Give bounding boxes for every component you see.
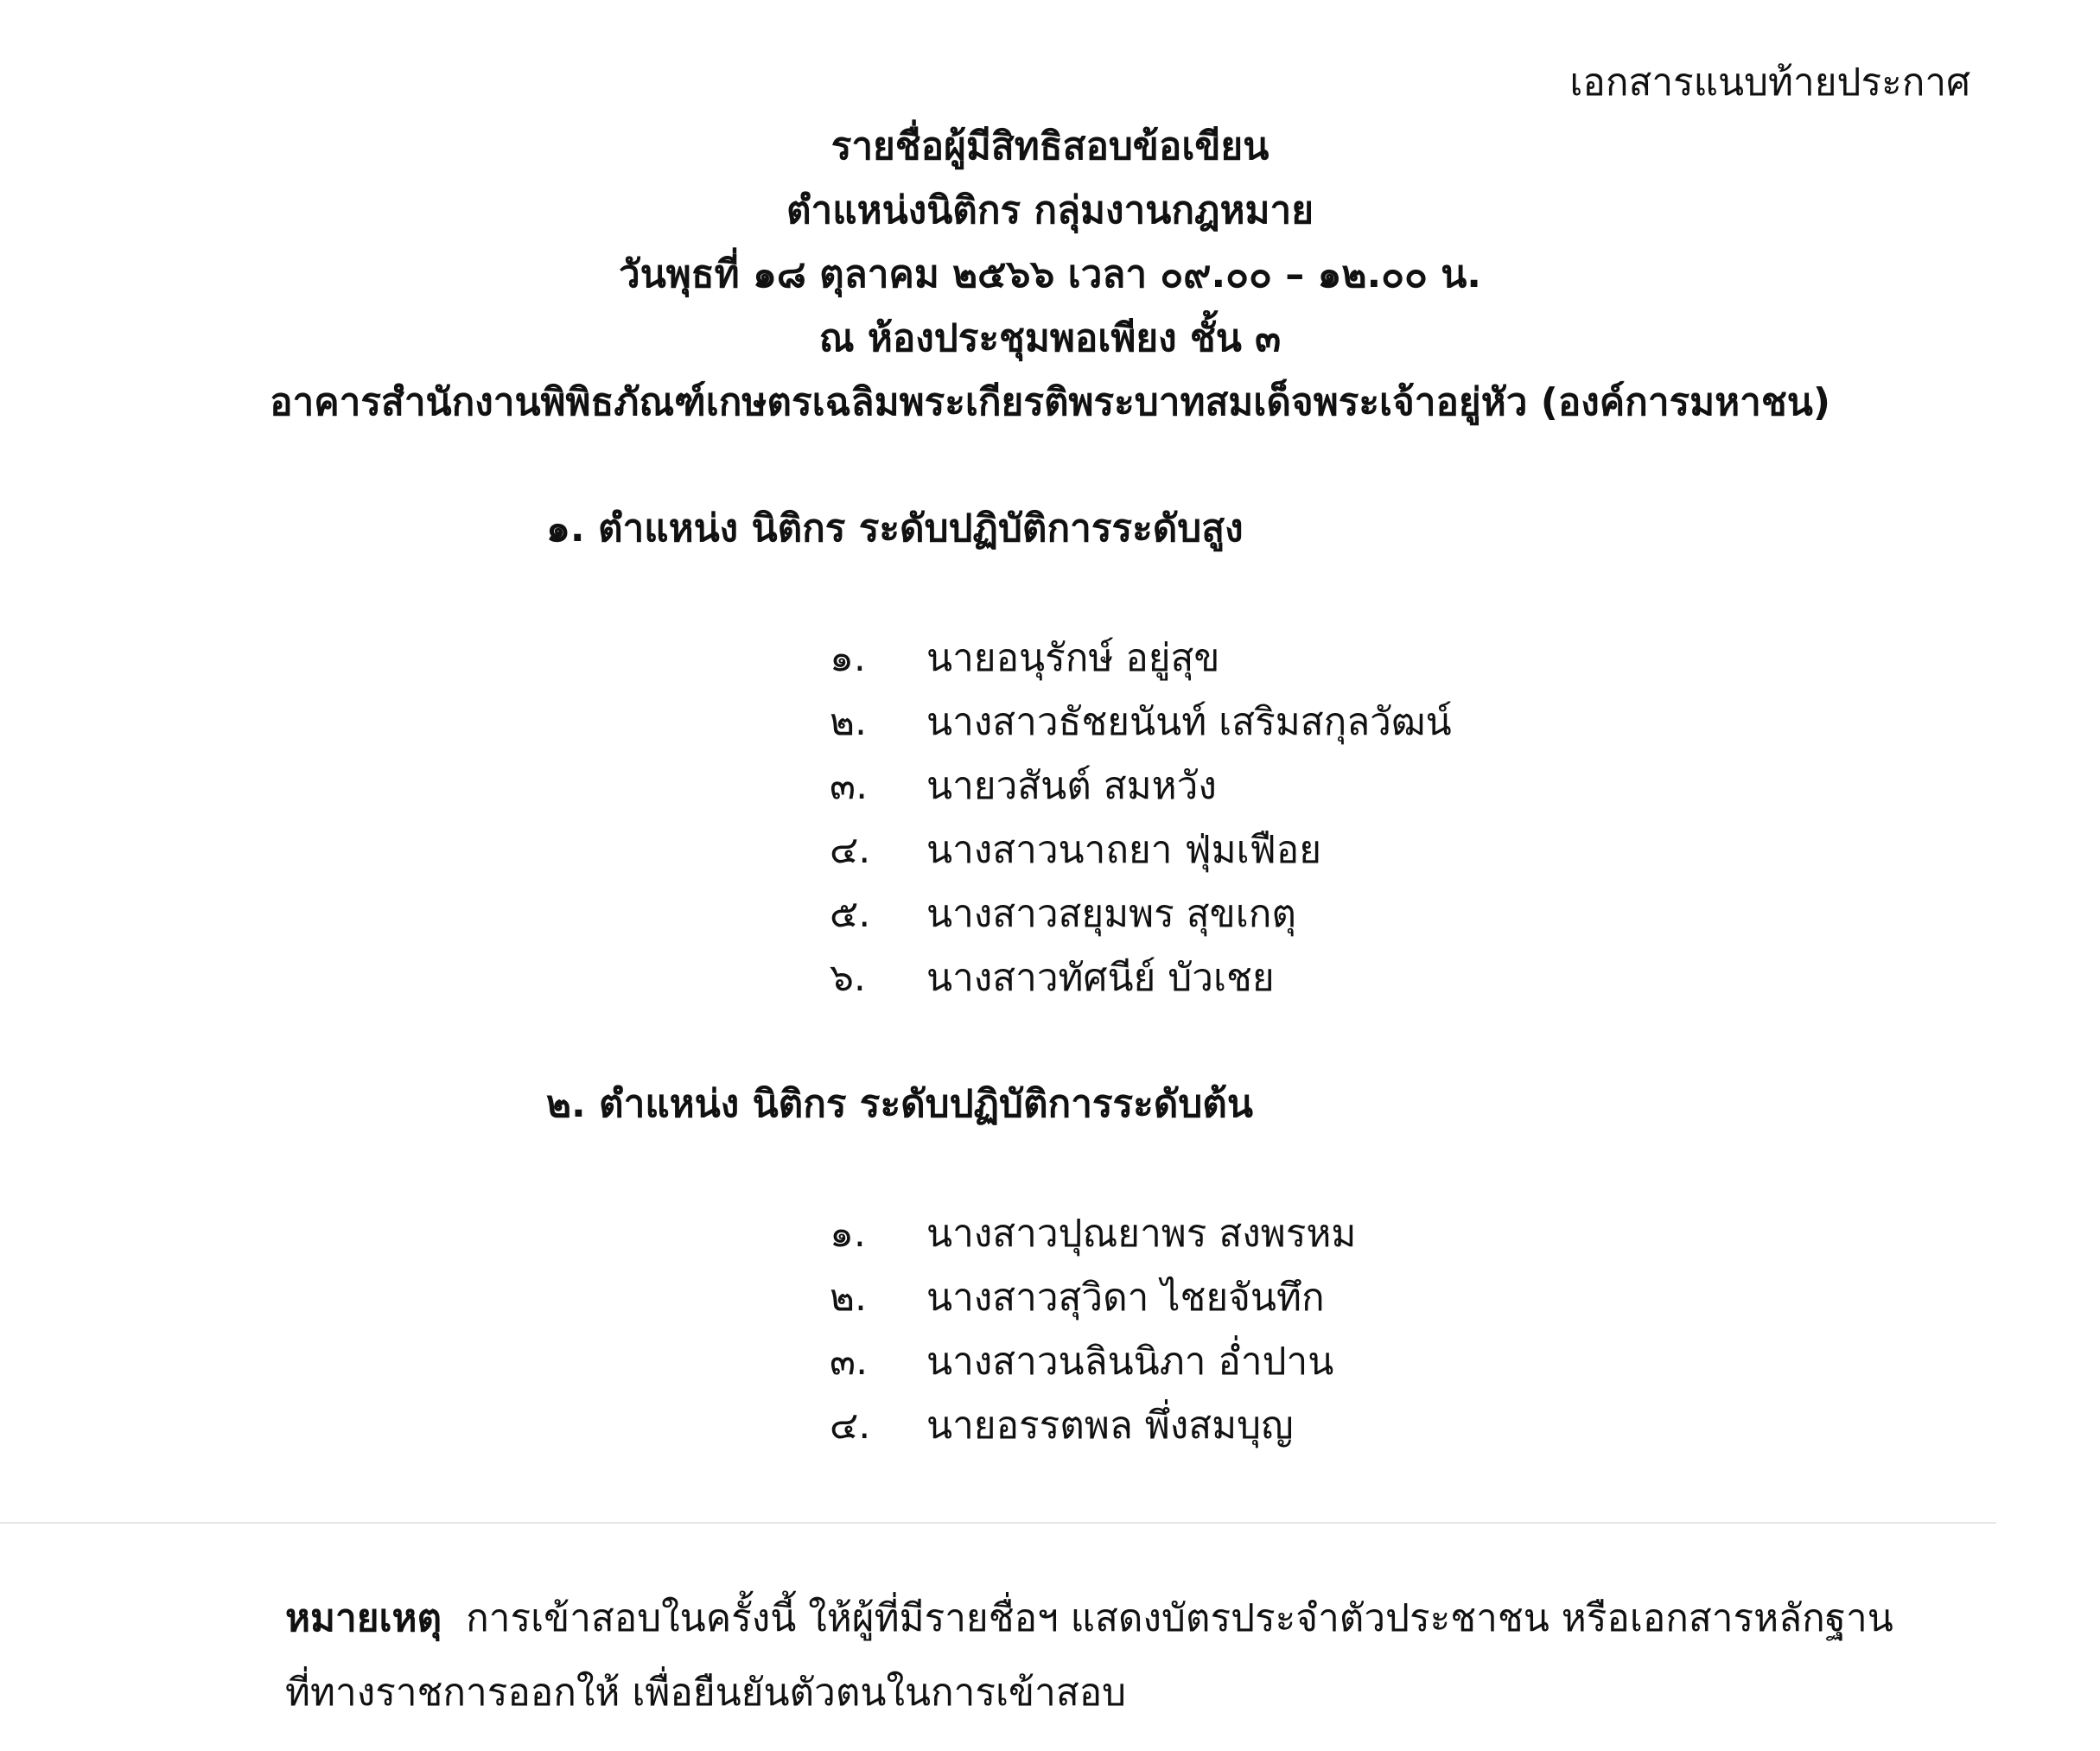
exam-date-time-line: วันพุธที่ ๑๘ ตุลาคม ๒๕๖๖ เวลา ๐๙.๐๐ – ๑๒.๐๐ น. <box>619 252 1481 296</box>
candidate-number: ๒. <box>830 700 867 744</box>
candidate-name: นายอรรตพล พึ่งสมบุญ <box>926 1404 1294 1448</box>
candidate-name: นางสาวทัศนีย์ บัวเชย <box>926 956 1275 1000</box>
remark-note <box>285 1582 1927 1730</box>
candidate-number: ๑. <box>830 1212 866 1256</box>
candidate-number: ๓. <box>830 1340 869 1384</box>
candidate-number: ๔. <box>830 828 871 872</box>
candidate-name: นายอนุรักษ์ อยู่สุข <box>926 636 1220 680</box>
candidate-number: ๕. <box>830 892 871 936</box>
exam-building-line: อาคารสำนักงานพิพิธภัณฑ์เกษตรเฉลิมพระเกียรติพระบาทสมเด็จพระเจ้าอยู่หัว (องค์การมหาชน) <box>270 380 1830 424</box>
candidate-name: นางสาวสุวิดา ไชยจันทึก <box>926 1276 1325 1320</box>
position-group-line: ตำแหน่งนิติกร กลุ่มงานกฎหมาย <box>786 188 1314 232</box>
divider <box>0 1522 1996 1524</box>
candidate-name: นางสาวธัชยนันท์ เสริมสกุลวัฒน์ <box>926 700 1452 744</box>
candidate-number: ๓. <box>830 764 869 808</box>
candidate-name: นายวสันต์ สมหวัง <box>926 764 1217 808</box>
document-title: รายชื่อผู้มีสิทธิสอบข้อเขียน <box>830 124 1270 169</box>
attachment-label: เอกสารแนบท้ายประกาศ <box>1569 60 1970 105</box>
candidate-number: ๑. <box>830 636 866 680</box>
candidate-number: ๔. <box>830 1404 871 1448</box>
remark-text: การเข้าสอบในครั้งนี้ ให้ผู้ที่มีรายชื่อฯ แสดงบัตรประจำตัวประชาชน หรือเอกสารหลักฐานที่ทางราชการออกให้ เพื่อยืนยันตัวตนในการเข้าสอบ <box>285 1596 1893 1715</box>
candidate-name: นางสาวปุณยาพร สงพรหม <box>926 1212 1357 1256</box>
remark-label: หมายเหตุ <box>285 1596 442 1640</box>
section-heading-junior: ๒. ตำแหน่ง นิติกร ระดับปฏิบัติการระดับต้น <box>546 1082 1253 1126</box>
candidate-name: นางสาวสยุมพร สุขเกตุ <box>926 892 1296 936</box>
candidate-number: ๖. <box>830 956 866 1000</box>
section-heading-senior: ๑. ตำแหน่ง นิติกร ระดับปฏิบัติการระดับสูง <box>546 506 1244 551</box>
candidate-name: นางสาวนลินนิภา อ่ำปาน <box>926 1340 1334 1384</box>
candidate-name: นางสาวนาถยา ฟุ่มเฟือย <box>926 828 1321 872</box>
candidate-number: ๒. <box>830 1276 867 1320</box>
exam-room-line: ณ ห้องประชุมพอเพียง ชั้น ๓ <box>818 316 1282 360</box>
